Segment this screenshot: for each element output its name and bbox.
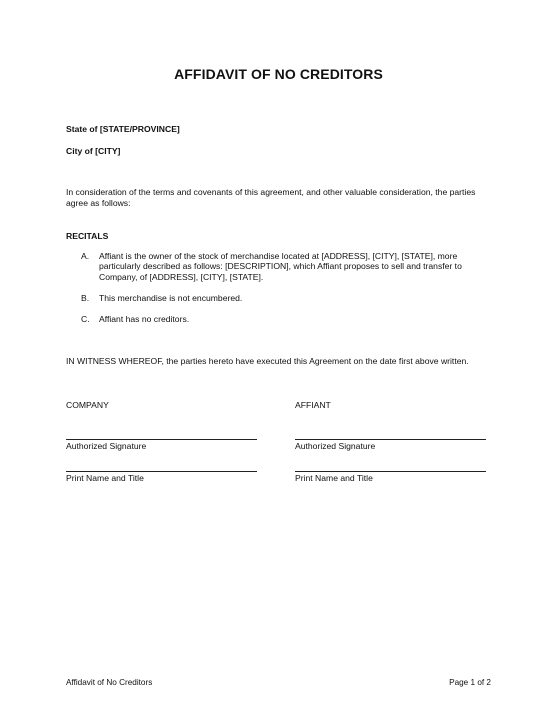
company-heading: COMPANY [66, 400, 109, 410]
affiant-signature-line [295, 439, 486, 440]
recital-letter: B. [81, 293, 90, 303]
recital-letter: A. [81, 251, 90, 261]
footer-document-name: Affidavit of No Creditors [66, 678, 153, 687]
footer-page-number: Page 1 of 2 [449, 678, 491, 687]
recital-text: Affiant is the owner of the stock of merchandise located at [ADDRESS], [CITY], [STATE], more particularly described as follows: [DESCRIPTION], which Affiant proposes to sell and transfer to Company, of [ADDRESS], [CITY], [STATE]. [99, 251, 462, 282]
recital-letter: C. [81, 314, 90, 324]
affiant-authorized-signature-label: Authorized Signature [295, 441, 376, 451]
state-line: State of [STATE/PROVINCE] [66, 124, 180, 134]
affiant-heading: AFFIANT [295, 400, 331, 410]
affiant-print-name-label: Print Name and Title [295, 473, 373, 483]
consideration-paragraph: In consideration of the terms and covenants of this agreement, and other valuable consideration, the parties agree as follows: [66, 187, 476, 208]
recital-c [81, 314, 501, 324]
document-title: AFFIDAVIT OF NO CREDITORS [174, 66, 383, 82]
city-line: City of [CITY] [66, 146, 121, 156]
recitals-heading: RECITALS [66, 231, 109, 241]
recital-a [81, 251, 501, 282]
affiant-print-name-line [295, 471, 486, 472]
company-signature-line [66, 439, 257, 440]
recital-text: Affiant has no creditors. [99, 314, 190, 324]
recital-text: This merchandise is not encumbered. [99, 293, 243, 303]
company-print-name-line [66, 471, 257, 472]
witness-paragraph: IN WITNESS WHEREOF, the parties hereto have executed this Agreement on the date first above written. [66, 356, 469, 366]
recital-b [81, 293, 501, 303]
company-authorized-signature-label: Authorized Signature [66, 441, 147, 451]
company-print-name-label: Print Name and Title [66, 473, 144, 483]
